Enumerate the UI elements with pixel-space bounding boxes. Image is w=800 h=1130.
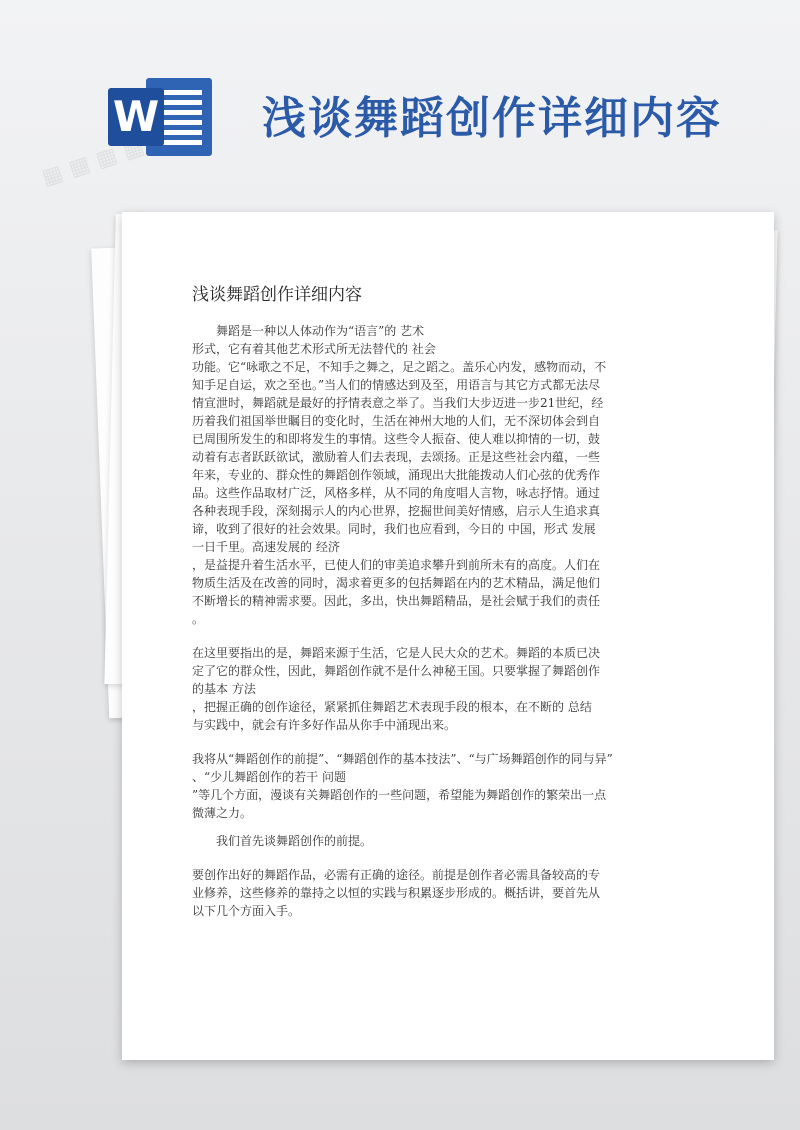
word-document-icon (108, 78, 214, 156)
document-page (122, 212, 774, 1060)
body-text-line: 一日千里。高速发展的 经济 (192, 540, 340, 554)
body-text-line: 我们首先谈舞蹈创作的前提。 (216, 834, 373, 848)
header-title: 浅谈舞蹈创作详细内容 (262, 93, 722, 144)
body-text-line: 形式，它有着其他艺术形式所无法替代的 社会 (192, 342, 436, 356)
body-text-line: 历着我们祖国举世瞩目的变化时，生活在神州大地的人们，无不深切体会到自 (192, 414, 601, 428)
body-text-line: 谛，收到了很好的社会效果。同时，我们也应看到，今日的 中国，形式 发展 (192, 522, 596, 536)
document-body (192, 322, 742, 920)
body-text-line: 、“少儿舞蹈创作的若干 问题 (192, 770, 346, 784)
body-text-line: ，是益提升着生活水平，已使人们的审美追求攀升到前所未有的高度。人们在 (192, 558, 601, 572)
body-text-line: 的基本 方法 (192, 682, 256, 696)
body-text-line: 知手足自运，欢之至也。”当人们的情感达到及至，用语言与其它方式都无法尽 (192, 378, 601, 392)
body-text-line: 物质生活及在改善的同时，渴求着更多的包括舞蹈在内的艺术精品，满足他们 (192, 576, 601, 590)
body-text-line: 。 (192, 612, 205, 626)
paragraph-gap (192, 850, 742, 866)
body-text-line: 微薄之力。 (192, 806, 253, 820)
body-text-line: 功能。它“咏歌之不足，不知手之舞之，足之蹈之。盖乐心内发，感物而动，不 (192, 360, 607, 374)
body-text-line: 情宣泄时，舞蹈就是最好的抒情表意之举了。当我们大步迈进一步21世纪，经 (192, 396, 604, 410)
body-text-line: 年来，专业的、群众性的舞蹈创作领域，涌现出大批能拨动人们心弦的优秀作 (192, 468, 601, 482)
body-text-line: 不断增长的精神需求要。因此，多出，快出舞蹈精品，是社会赋于我们的责任 (192, 594, 601, 608)
body-text-line: 舞蹈是一种以人体动作为“语言”的 艺术 (216, 324, 425, 338)
paragraph-gap (192, 628, 742, 644)
paragraph-gap (192, 734, 742, 750)
document-title: 浅谈舞蹈创作详细内容 (192, 285, 362, 305)
body-text-line: 我将从“舞蹈创作的前提”、“舞蹈创作的基本技法”、“与广场舞蹈创作的同与异” (192, 752, 613, 766)
body-text-line: 品。这些作品取材广泛，风格多样，从不同的角度唱人言物，咏志抒情。通过 (192, 486, 601, 500)
body-text-line: 与实践中，就会有许多好作品从你手中涌现出来。 (192, 718, 457, 732)
paragraph-gap (192, 822, 742, 832)
body-text-line: 各种表现手段，深刻揭示人的内心世界，挖掘世间美好情感，启示人生追求真 (192, 504, 601, 518)
word-logo-letter: W (108, 88, 164, 146)
body-text-line: 定了它的群众性，因此，舞蹈创作就不是什么神秘王国。只要掌握了舞蹈创作 (192, 664, 601, 678)
body-text-line: 已周围所发生的和即将发生的事情。这些令人振奋、使人难以抑情的一切，鼓 (192, 432, 601, 446)
body-text-line: ，把握正确的创作途径，紧紧抓住舞蹈艺术表现手段的根本，在不断的 总结 (192, 700, 592, 714)
body-text-line: ”等几个方面，漫谈有关舞蹈创作的一些问题，希望能为舞蹈创作的繁荣出一点 (192, 788, 607, 802)
body-text-line: 在这里要指出的是，舞蹈来源于生活，它是人民大众的艺术。舞蹈的本质已决 (192, 646, 601, 660)
body-text-line: 以下几个方面入手。 (192, 904, 301, 918)
body-text-line: 业修养，这些修养的靠持之以恒的实践与积累逐步形成的。概括讲，要首先从 (192, 886, 601, 900)
body-text-line: 要创作出好的舞蹈作品，必需有正确的途径。前提是创作者必需具备较高的专 (192, 868, 601, 882)
body-text-line: 动着有志者跃跃欲试，激励着人们去表现，去颂扬。正是这些社会内蕴，一些 (192, 450, 601, 464)
